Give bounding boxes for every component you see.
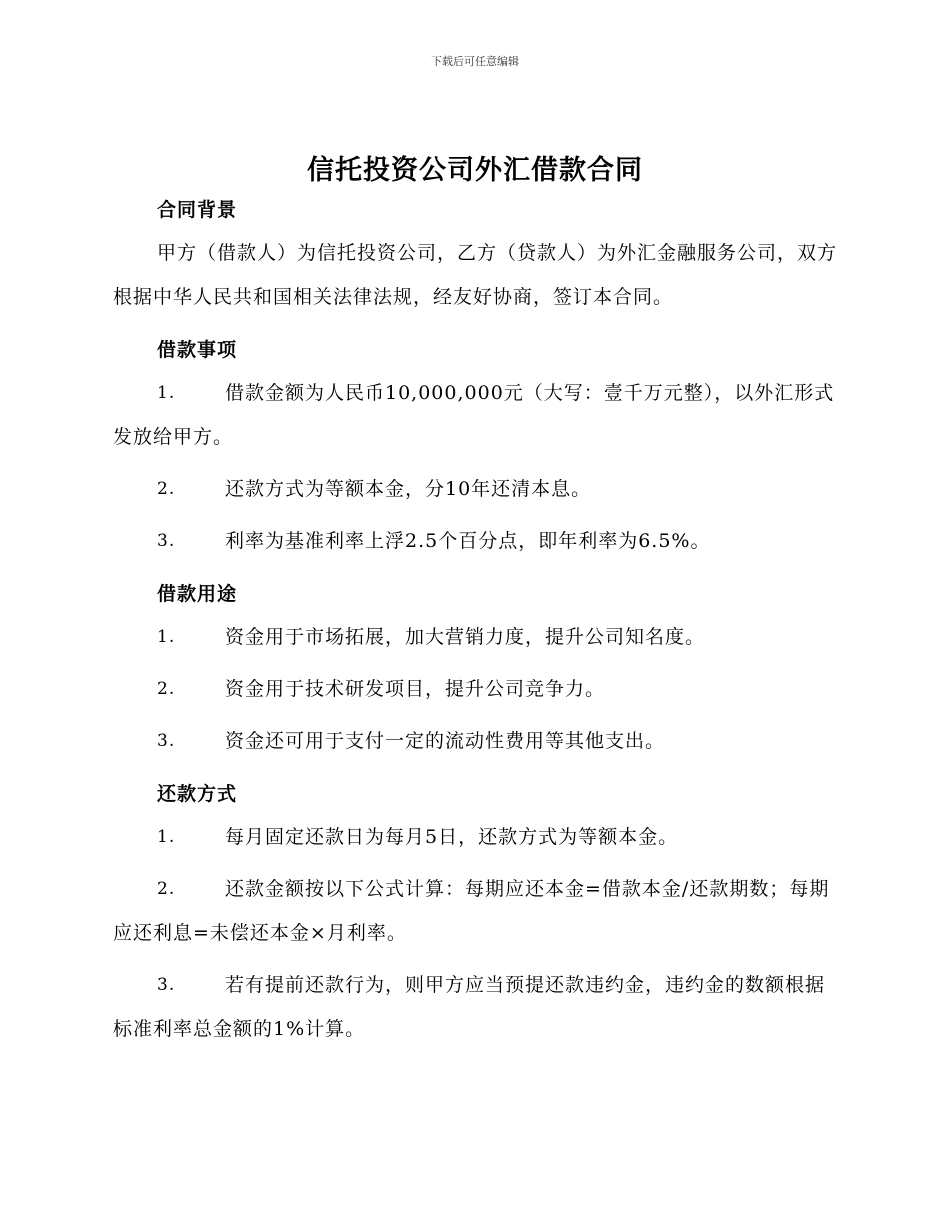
list-item-text: 资金用于技术研发项目，提升公司竞争力。 xyxy=(225,678,606,700)
list-item-number: 1. xyxy=(157,383,176,403)
list-item-number: 2. xyxy=(157,479,176,499)
list-item xyxy=(113,371,837,459)
list-item-text: 还款金额按以下公式计算：每期应还本金=借款本金/还款期数；每期应还利息=未偿还本金×月利率。 xyxy=(113,878,830,944)
section-heading-loan-terms: 借款事项 xyxy=(157,339,238,361)
list-item-text: 资金用于市场拓展，加大营销力度，提升公司知名度。 xyxy=(225,626,706,648)
section-heading-loan-purpose: 借款用途 xyxy=(157,583,238,605)
document-body xyxy=(113,197,837,1051)
list-item-number: 1. xyxy=(157,627,176,647)
list-item-text: 还款方式为等额本金，分10年还清本息。 xyxy=(225,478,592,500)
header-note: 下载后可任意编辑 xyxy=(431,55,519,68)
list-item-number: 2. xyxy=(157,679,176,699)
list-item-text: 借款金额为人民币10,000,000元（大写：壹千万元整），以外汇形式发放给甲方。 xyxy=(113,382,835,448)
list-item-text: 利率为基准利率上浮2.5个百分点，即年利率为6.5%。 xyxy=(225,530,711,552)
list-item-number: 2. xyxy=(157,879,176,899)
list-item xyxy=(113,867,837,955)
list-item xyxy=(113,615,837,659)
list-item-text: 若有提前还款行为，则甲方应当预提还款违约金，违约金的数额根据标准利率总金额的1%计算。 xyxy=(113,974,826,1040)
list-item xyxy=(113,519,837,563)
list-item xyxy=(113,815,837,859)
list-item-number: 3. xyxy=(157,731,176,751)
list-item xyxy=(113,467,837,511)
list-item-number: 3. xyxy=(157,531,176,551)
list-item xyxy=(113,963,837,1051)
background-paragraph: 甲方（借款人）为信托投资公司，乙方（贷款人）为外汇金融服务公司，双方根据中华人民共和国相关法律法规，经友好协商，签订本合同。 xyxy=(113,242,838,308)
list-item xyxy=(113,667,837,711)
list-item-text: 资金还可用于支付一定的流动性费用等其他支出。 xyxy=(225,730,666,752)
list-item-number: 3. xyxy=(157,975,176,995)
list-item-number: 1. xyxy=(157,827,176,847)
section-heading-repayment: 还款方式 xyxy=(157,783,238,805)
document-title: 信托投资公司外汇借款合同 xyxy=(307,155,643,186)
list-item-text: 每月固定还款日为每月5日，还款方式为等额本金。 xyxy=(225,826,679,848)
section-heading-background: 合同背景 xyxy=(157,199,238,221)
list-item xyxy=(113,719,837,763)
